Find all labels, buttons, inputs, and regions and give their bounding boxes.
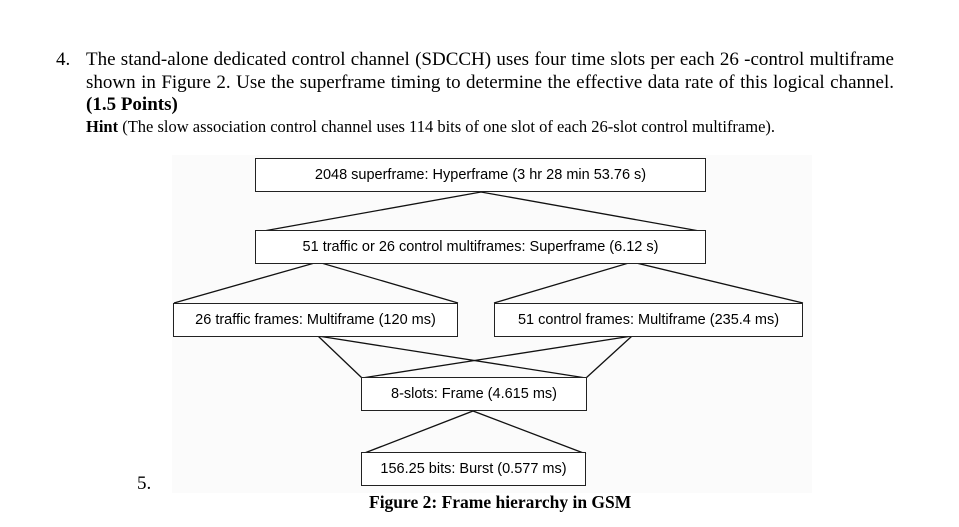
hint-label: Hint [86, 117, 119, 136]
control-multiframe-box: 51 control frames: Multiframe (235.4 ms) [494, 303, 803, 337]
figure-caption: Figure 2: Frame hierarchy in GSM [369, 492, 632, 512]
next-question-number: 5. [137, 473, 152, 494]
question-body: The stand-alone dedicated control channel (SDCCH) uses four time slots per each 26 -control multiframe shown in Figure 2. Use the superframe timing to determine the effective data rate of this logical channel. [86, 49, 894, 93]
question-points: (1.5 Points) [86, 94, 178, 115]
connector-hyperframe-superframe [258, 192, 705, 232]
connector-superframe-control [494, 262, 803, 303]
burst-box: 156.25 bits: Burst (0.577 ms) [361, 452, 586, 486]
hint-text: (The slow association control channel uses 114 bits of one slot of each 26-slot control multiframe). [122, 117, 776, 136]
connector-traffic-frame-right [318, 336, 586, 378]
frame-box: 8-slots: Frame (4.615 ms) [361, 377, 587, 411]
superframe-box: 51 traffic or 26 control multiframes: Superframe (6.12 s) [255, 230, 706, 264]
connector-frame-burst [362, 411, 586, 454]
question-number: 4. [56, 49, 71, 70]
hyperframe-box: 2048 superframe: Hyperframe (3 hr 28 min 53.76 s) [255, 158, 706, 192]
traffic-multiframe-box: 26 traffic frames: Multiframe (120 ms) [173, 303, 458, 337]
connector-superframe-traffic [174, 262, 458, 303]
connector-control-frame-left [362, 336, 632, 378]
